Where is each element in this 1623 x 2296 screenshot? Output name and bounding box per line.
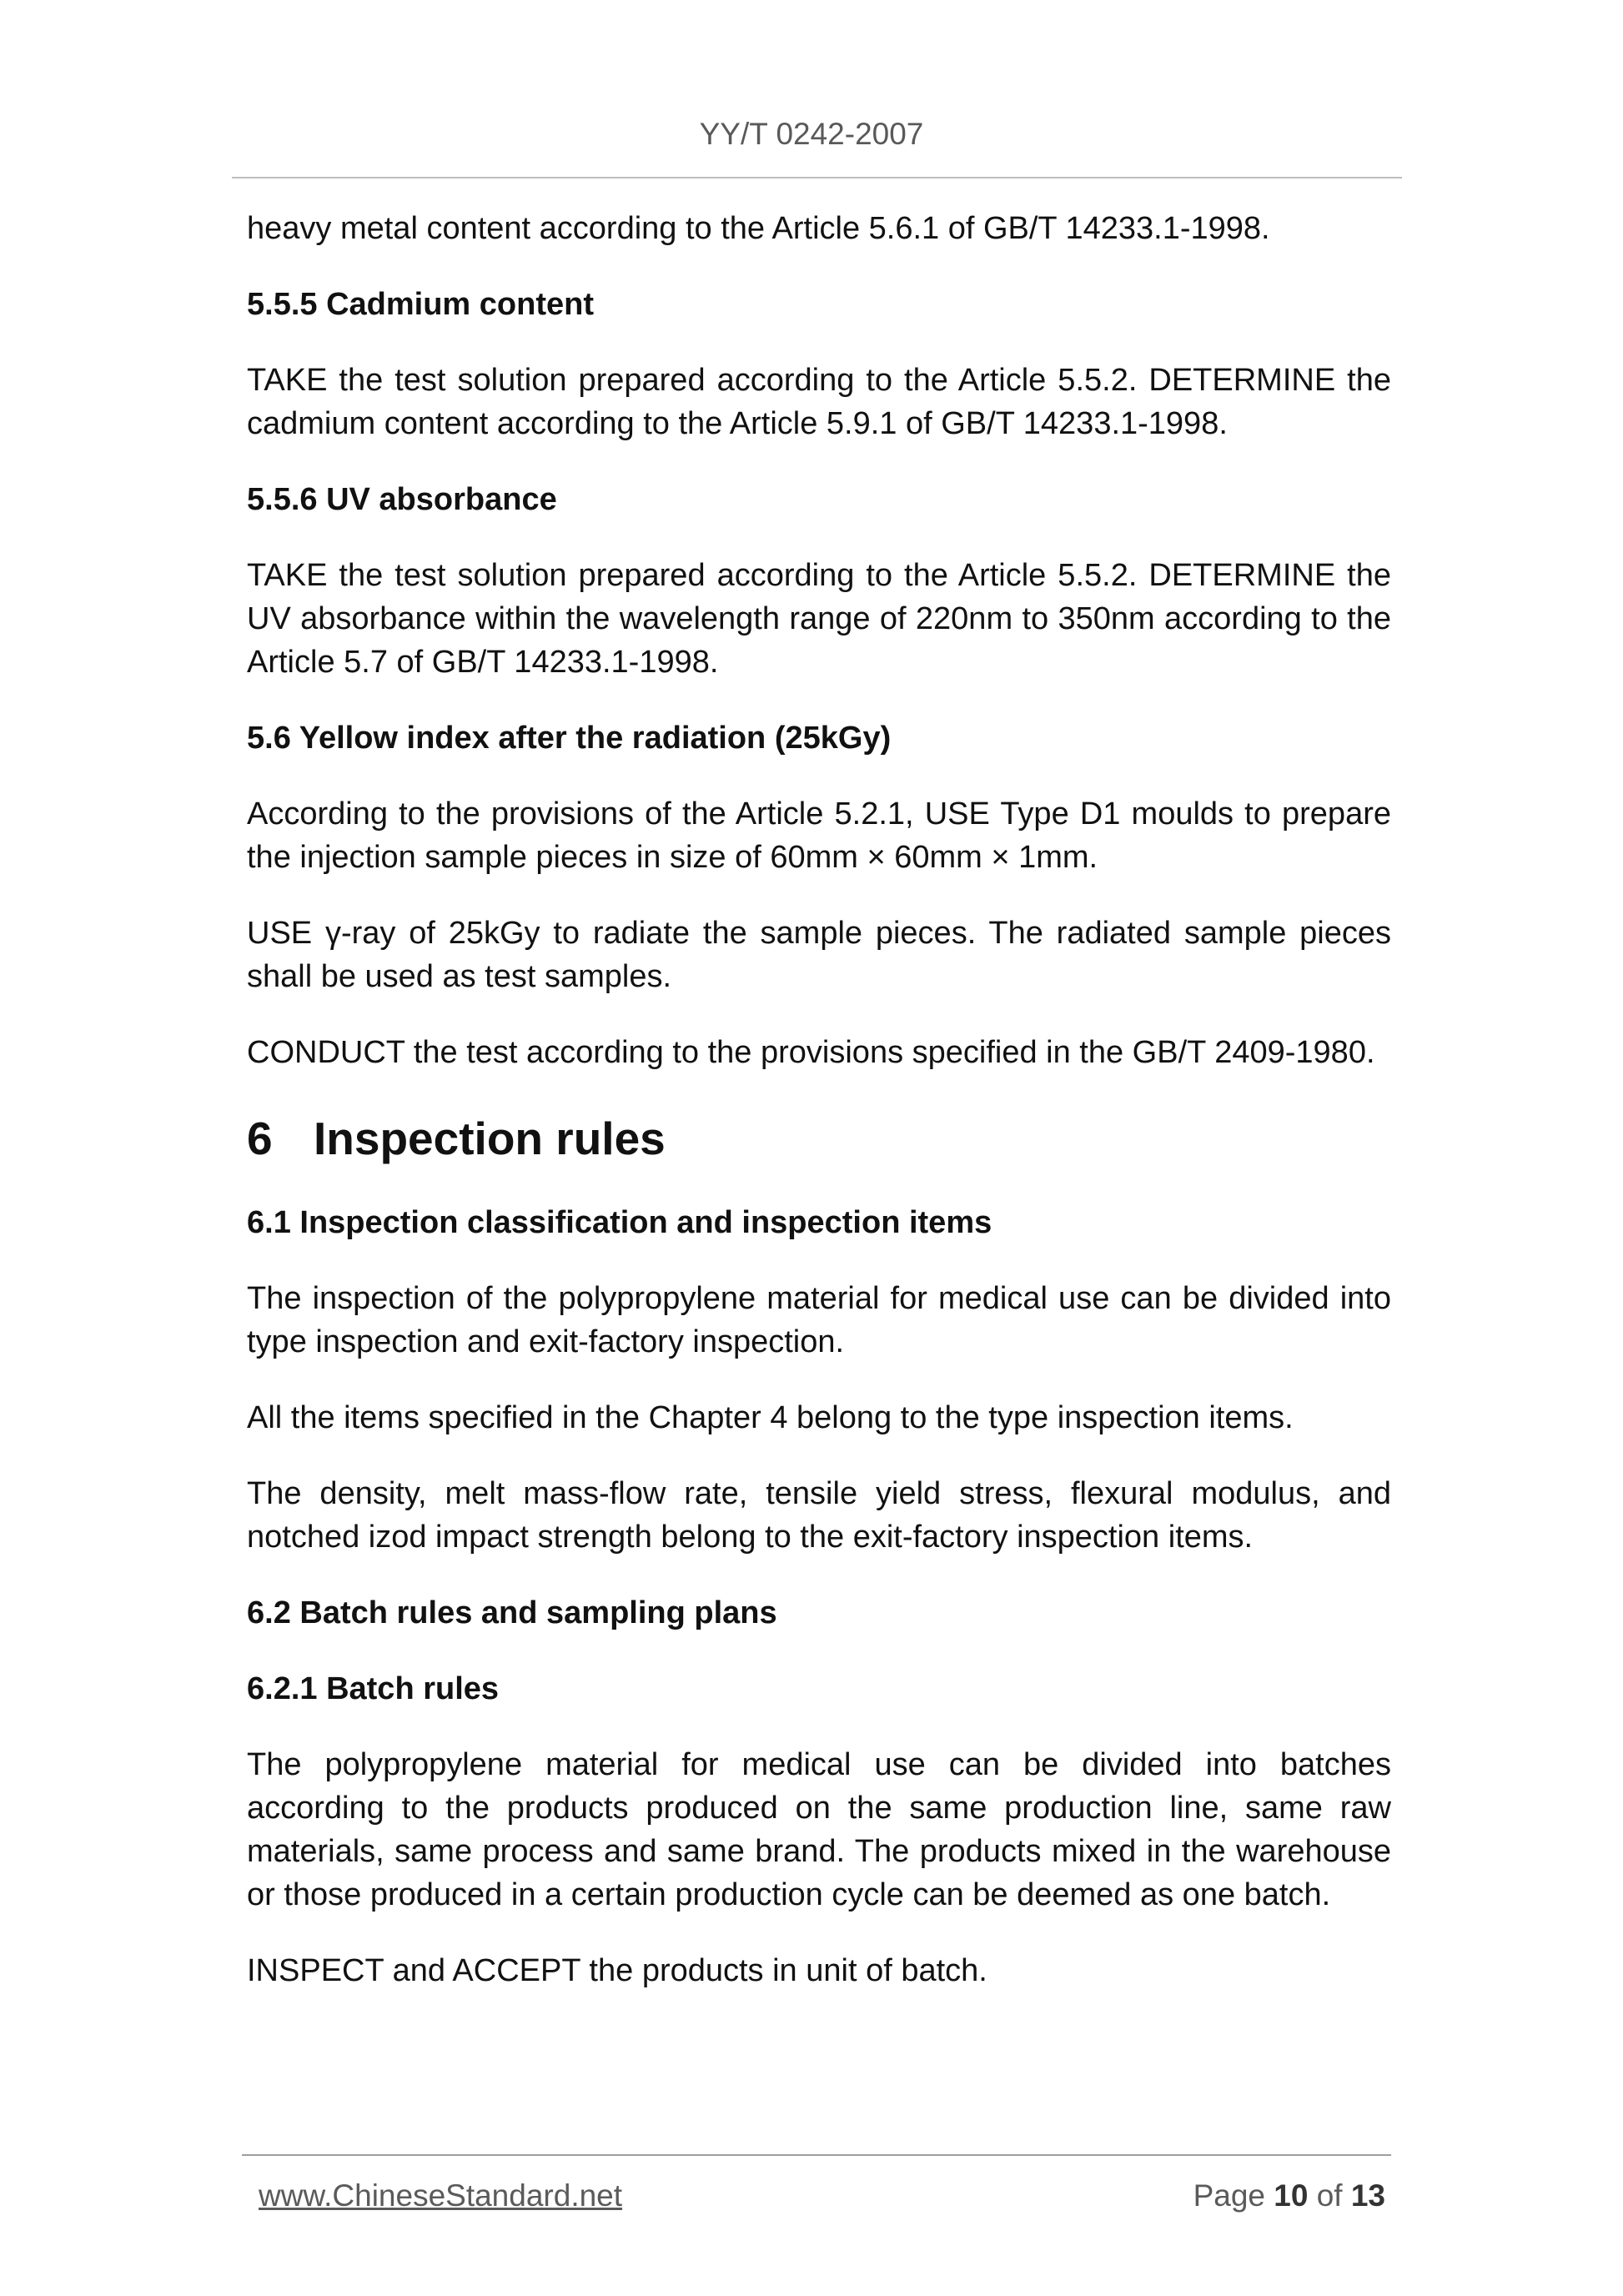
website-link[interactable]: www.ChineseStandard.net: [259, 2178, 623, 2213]
paragraph-yellow-index-1: According to the provisions of the Article 5.2.1, USE Type D1 moulds to prepare the injection sample pieces in size of 60mm × 60mm × 1mm.: [247, 796, 1391, 875]
paragraph-batch-acceptance: INSPECT and ACCEPT the products in unit of batch.: [247, 1953, 987, 1988]
section-heading-6-1: 6.1 Inspection classification and inspection items: [247, 1205, 992, 1240]
footer-divider: [242, 2154, 1391, 2156]
paragraph-continued: heavy metal content according to the Article 5.6.1 of GB/T 14233.1-1998.: [247, 211, 1270, 246]
page-total: 13: [1350, 2178, 1385, 2213]
page-of: of: [1316, 2178, 1343, 2213]
section-heading-5-6: 5.6 Yellow index after the radiation (25kGy): [247, 721, 892, 756]
section-heading-6-2: 6.2 Batch rules and sampling plans: [247, 1595, 777, 1630]
section-heading-5-5-5: 5.5.5 Cadmium content: [247, 287, 594, 322]
chapter-number: 6: [247, 1113, 273, 1164]
chapter-title: Inspection rules: [314, 1113, 666, 1164]
paragraph-yellow-index-3: CONDUCT the test according to the provisions specified in the GB/T 2409-1980.: [247, 1035, 1375, 1070]
section-heading-6-2-1: 6.2.1 Batch rules: [247, 1671, 500, 1706]
document-header-code: YY/T 0242-2007: [699, 117, 924, 151]
page-body: [247, 207, 1391, 2025]
paragraph-type-inspection-items: All the items specified in the Chapter 4 belong to the type inspection items.: [247, 1400, 1294, 1435]
paragraph-yellow-index-2: USE γ-ray of 25kGy to radiate the sample pieces. The radiated sample pieces shall be used as test samples.: [247, 916, 1391, 994]
paragraph-cadmium: TAKE the test solution prepared according to the Article 5.5.2. DETERMINE the cadmium content according to the Article 5.9.1 of GB/T 14233.1-1998.: [247, 363, 1391, 441]
page-indicator: [1193, 2178, 1385, 2213]
page-prefix: Page: [1193, 2178, 1265, 2213]
paragraph-uv-absorbance: TAKE the test solution prepared according to the Article 5.5.2. DETERMINE the UV absorbance within the wavelength range of 220nm to 350nm according to the Article 5.7 of GB/T 14233.1-1998.: [247, 558, 1391, 680]
section-heading-5-5-6: 5.5.6 UV absorbance: [247, 482, 557, 517]
paragraph-exit-factory-items: The density, melt mass-flow rate, tensile yield stress, flexural modulus, and notched izod impact strength belong to the exit-factory inspection items.: [247, 1476, 1391, 1555]
paragraph-inspection-classification: The inspection of the polypropylene material for medical use can be divided into type inspection and exit-factory inspection.: [247, 1281, 1391, 1359]
chapter-heading-6: [247, 1109, 1391, 1168]
header-divider: [232, 177, 1402, 178]
paragraph-batch-rules: The polypropylene material for medical use can be divided into batches according to the products produced on the same production line, same raw materials, same process and same brand. The products mixed in the warehouse or those produced in a certain production cycle can be deemed as one batch.: [247, 1747, 1391, 1912]
page-current: 10: [1274, 2178, 1309, 2213]
